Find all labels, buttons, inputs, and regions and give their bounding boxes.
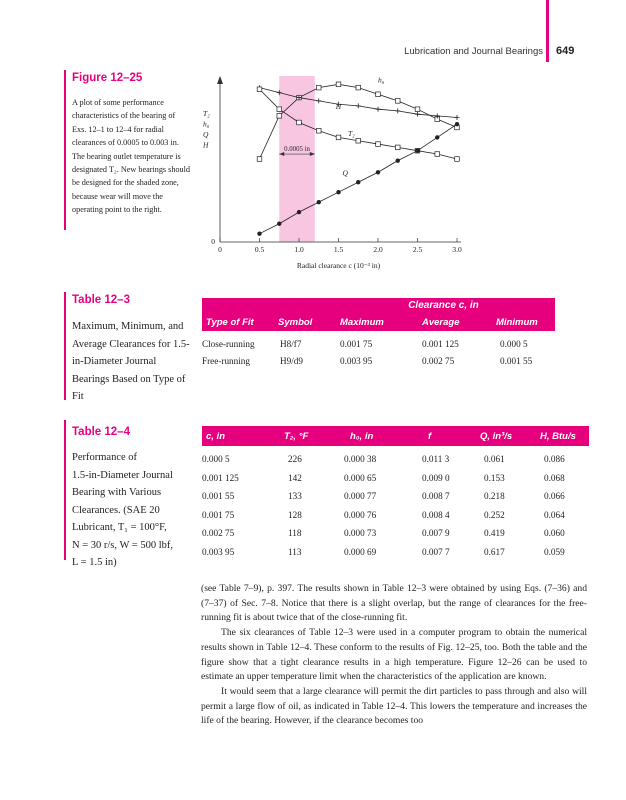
- table3-col-header: Type of Fit: [202, 313, 274, 331]
- figure-label: Figure 12–25: [72, 72, 143, 84]
- table4-cell: 0.252: [484, 509, 505, 520]
- table3-cell: H8/f7: [280, 338, 302, 349]
- data-point-H: [316, 98, 321, 103]
- body-paragraph: The six clearances of Table 12–3 were used in a computer program to obtain the numerical results shown in Table 12–4. These conform to the results of Fig. 12–25, too. Both the table and the figure show that a tight clearance results in a high temperature. Figure 12–26 can be used to estimate an upper temperature limit when the characteristics of the application are known.: [201, 627, 587, 683]
- table4-cell: 0.061: [484, 454, 505, 465]
- table4-col-header: T₂, °F: [266, 426, 326, 446]
- table4-cell: 0.000 77: [344, 491, 377, 502]
- table-row: [202, 331, 555, 352]
- table4-cell: 0.066: [544, 491, 565, 502]
- table4-col-header: Q, in³/s: [466, 426, 534, 446]
- data-point-Q: [376, 170, 380, 174]
- body-paragraph: (see Table 7–9), p. 397. The results shown in Table 12–3 were obtained by using Eqs. (7–36) and (7–37) of Sec. 7–8. Notice that there is a slight overlap, but the range of clearances for the free-running fit is about twice that of the close-running fit.: [201, 583, 587, 624]
- table4-cell: 0.001 55: [202, 491, 235, 502]
- table4-caption-line: 1.5-in-Diameter Journal: [72, 469, 173, 481]
- data-point-h₀: [257, 157, 262, 162]
- series-label: H: [335, 102, 342, 112]
- data-point-Q: [277, 222, 281, 226]
- x-tick-label: 2.0: [373, 245, 383, 254]
- table4-cell: 0.008 7: [422, 491, 450, 502]
- data-point-T₂: [336, 135, 341, 140]
- table3-cell: Free-running: [202, 355, 250, 366]
- table4-col-header: f: [404, 426, 466, 446]
- table4-col-header: h₀, in: [326, 426, 404, 446]
- data-point-T₂: [455, 157, 460, 162]
- table4-caption-line: Clearances. (SAE 20: [72, 504, 160, 516]
- table3-col-header: Average: [408, 313, 488, 331]
- data-point-Q: [317, 200, 321, 204]
- data-point-H: [415, 112, 420, 117]
- table4-cell: 133: [288, 491, 302, 502]
- chart-layer: [202, 76, 462, 270]
- table4-cell: 0.617: [484, 546, 505, 557]
- table3-col-header: Symbol: [274, 313, 332, 331]
- table-row: [202, 506, 589, 525]
- table4-cell: 142: [288, 472, 302, 483]
- data-point-T₂: [356, 138, 361, 143]
- figure-sidebar-rule: [64, 70, 66, 230]
- table4-cell: 0.000 38: [344, 454, 377, 465]
- y-axis-label: H: [203, 140, 209, 150]
- data-point-Q: [396, 158, 400, 162]
- table3-column-header-row: [202, 313, 555, 331]
- table4-cell: 0.064: [544, 509, 565, 520]
- table4-caption-line: Lubricant, T₁ = 100°F,: [72, 522, 167, 533]
- table4-cell: 0.001 125: [202, 472, 239, 483]
- x-tick-label: 1.0: [294, 245, 304, 254]
- table3: [202, 298, 555, 369]
- table-row: [202, 469, 589, 488]
- body-paragraph: It would seem that a large clearance will permit the dirt particles to pass through and also will permit a large flow of oil, as indicated in Table 12–4. This lowers the temperature and increases the life of the bearing. However, if the clearance becomes too: [201, 685, 587, 727]
- table-row: [202, 352, 555, 369]
- data-point-Q: [356, 180, 360, 184]
- data-point-T₂: [257, 87, 262, 92]
- table3-cell: 0.001 125: [422, 338, 459, 349]
- table4-cell: 113: [288, 546, 302, 557]
- x-tick-label: 2.5: [412, 245, 423, 254]
- table4-cell: 0.009 0: [422, 472, 450, 483]
- table4-cell: 0.007 9: [422, 528, 450, 539]
- table-row: [202, 446, 589, 469]
- data-point-H: [455, 115, 460, 120]
- table3-group-header: Clearance c, in: [332, 298, 555, 313]
- table4-cell: 0.007 7: [422, 546, 450, 557]
- data-point-H: [376, 107, 381, 112]
- data-point-h₀: [277, 114, 282, 119]
- header-rule: [546, 0, 549, 62]
- table3-cell: Close-running: [202, 338, 255, 349]
- x-tick-label: 3.0: [452, 245, 462, 254]
- page-number: 649: [556, 45, 575, 57]
- data-point-T₂: [376, 142, 381, 147]
- table3-sidebar-rule: [64, 292, 66, 400]
- table3-cell: 0.001 55: [500, 355, 533, 366]
- table4-caption-line: Bearing with Various: [72, 487, 162, 498]
- y-origin-label: 0: [211, 237, 215, 246]
- series-label: Q: [342, 168, 348, 178]
- table3-cell: 0.001 75: [340, 338, 373, 349]
- table4-sidebar-rule: [64, 420, 66, 560]
- data-point-T₂: [395, 145, 400, 150]
- table4-col-header: c, in: [202, 426, 266, 446]
- table3-group-spacer: [202, 298, 332, 313]
- x-tick-label: 1.5: [333, 245, 344, 254]
- table4-caption-line: N = 30 r/s, W = 500 lbf,: [72, 539, 173, 551]
- data-point-Q: [415, 149, 419, 153]
- table3-col-header: Minimum: [488, 313, 555, 331]
- data-point-Q: [435, 135, 439, 139]
- table4-label: Table 12–4: [72, 426, 130, 438]
- table4-col-header: H, Btu/s: [534, 426, 589, 446]
- table4-cell: 0.059: [544, 546, 565, 557]
- table4-cell: 0.000 65: [344, 472, 377, 483]
- table3-cell: H9/d9: [280, 355, 303, 366]
- table4-cell: 0.000 73: [344, 528, 377, 539]
- table4-caption-line: L = 1.5 in): [72, 557, 117, 568]
- table4-cell: 0.002 75: [202, 528, 235, 539]
- performance-chart: [195, 70, 485, 285]
- data-point-h₀: [356, 85, 361, 90]
- shaded-zone: [279, 76, 315, 242]
- zone-dimension-label: 0.0005 in: [284, 146, 310, 154]
- table4-cell: 0.001 75: [202, 509, 235, 520]
- data-point-Q: [257, 232, 261, 236]
- x-axis-title: Radial clearance c (10⁻³ in): [296, 261, 381, 270]
- table3-cell: 0.002 75: [422, 355, 455, 366]
- table-row: [202, 524, 589, 543]
- data-point-h₀: [415, 107, 420, 112]
- data-point-Q: [455, 122, 459, 126]
- table3-cell: 0.003 95: [340, 355, 373, 366]
- table3-cell: 0.000 5: [500, 338, 528, 349]
- table3-caption: Maximum, Minimum, and Average Clearances for 1.5-in-Diameter Journal Bearings Based on Type of Fit: [72, 321, 190, 402]
- running-title: Lubrication and Journal Bearings: [404, 46, 543, 57]
- data-point-T₂: [297, 120, 302, 125]
- table4-header-row: [202, 426, 589, 446]
- table4-cell: 0.000 76: [344, 509, 377, 520]
- table4-cell: 118: [288, 528, 302, 539]
- table4-cell: 0.068: [544, 472, 565, 483]
- data-point-T₂: [435, 152, 440, 157]
- figure-caption: A plot of some performance characteristics of the bearing of Exs. 12–1 to 12–4 for radial clearances of 0.0005 to 0.003 in. The bearing outlet temperature is designated T₂. New bearings should be designed for the shaded zone, because wear will move the operating point to the right.: [72, 98, 190, 215]
- data-point-T₂: [316, 128, 321, 133]
- table4-cell: 0.218: [484, 491, 505, 502]
- table4-cell: 128: [288, 509, 302, 520]
- body-text: [201, 582, 587, 729]
- table4-cell: 0.011 3: [422, 454, 450, 465]
- table4-cell: 0.086: [544, 454, 565, 465]
- y-axis-label: h₀: [203, 119, 210, 129]
- data-point-H: [395, 108, 400, 113]
- table4-cell: 0.008 4: [422, 509, 450, 520]
- series-label: T₂: [347, 128, 355, 138]
- data-point-Q: [336, 190, 340, 194]
- data-point-h₀: [316, 85, 321, 90]
- x-tick-label: 0.5: [254, 245, 265, 254]
- data-point-h₀: [336, 82, 341, 87]
- table-row: [202, 487, 589, 506]
- table3-group-header-row: [202, 298, 555, 313]
- table4-cell: 0.153: [484, 472, 505, 483]
- y-axis-label: Q: [203, 130, 209, 139]
- table4: [202, 426, 589, 561]
- table4-cell: 226: [288, 454, 302, 465]
- table3-label: Table 12–3: [72, 294, 130, 306]
- table4-caption: [72, 449, 197, 572]
- table-row: [202, 543, 589, 562]
- table4-cell: 0.000 69: [344, 546, 377, 557]
- data-point-Q: [297, 210, 301, 214]
- table4-cell: 0.000 5: [202, 454, 230, 465]
- data-point-h₀: [395, 99, 400, 104]
- table4-caption-line: Performance of: [72, 452, 138, 463]
- series-label: h₀: [378, 75, 385, 85]
- data-point-H: [356, 103, 361, 108]
- data-point-T₂: [277, 107, 282, 112]
- table4-cell: 0.060: [544, 528, 565, 539]
- x-tick-label: 0: [218, 245, 222, 254]
- table4-cell: 0.419: [484, 528, 505, 539]
- data-point-h₀: [376, 92, 381, 97]
- table4-cell: 0.003 95: [202, 546, 235, 557]
- y-axis-label: T₂: [203, 109, 210, 118]
- y-axis-arrow: [217, 76, 223, 84]
- table3-col-header: Maximum: [332, 313, 408, 331]
